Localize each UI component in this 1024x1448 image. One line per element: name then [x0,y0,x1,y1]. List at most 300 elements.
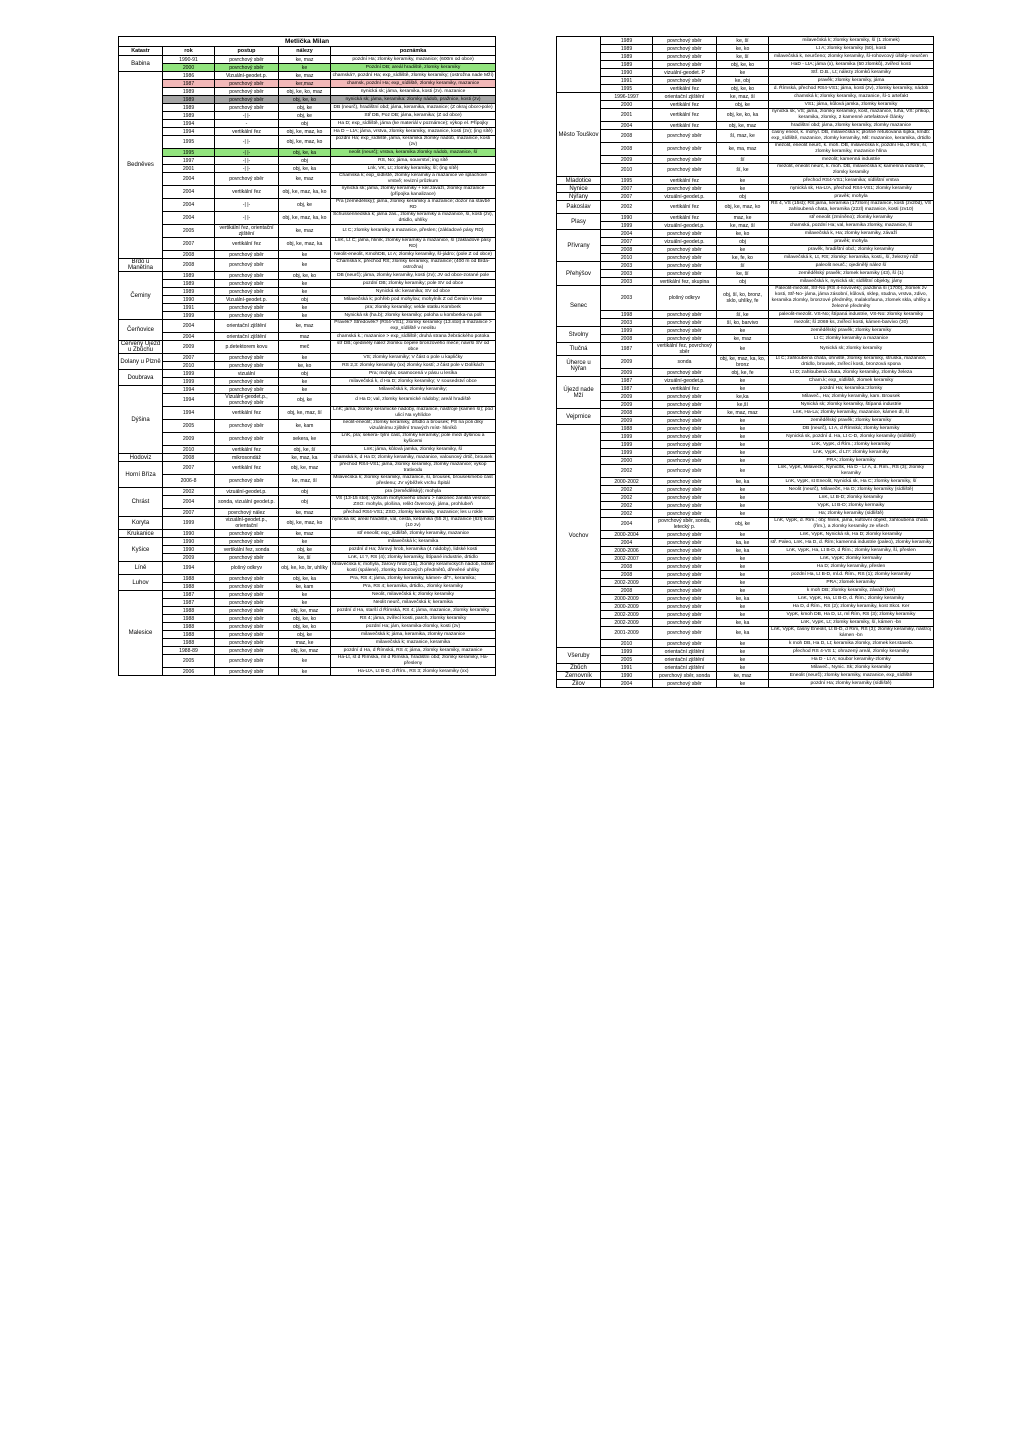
year-cell: 2003 [601,286,653,311]
katastr-cell: Babina [119,56,163,72]
method-cell: povrchový sběr [653,369,717,377]
method-cell: povrchový sběr [653,640,717,648]
note-cell: LnK, VypK; zlomky kermaiky [769,555,934,563]
year-cell: 2001 [163,165,215,173]
note-cell: milavečská k; zlomky keramiky, ší (1 zlomek) [769,37,934,45]
note-cell: LnK, VypK, Lt; zlomky keramiky, ší, kámen -bn [769,619,934,627]
note-cell: LnK, Lt B-D; zlomky keramiky [769,494,934,502]
table-row [119,120,496,128]
table-row [557,518,934,531]
note-cell: Pra, RS 4; jáma, zlomky keramiky, kámen- dř?., keramika; [331,575,496,583]
method-cell: povrhcový sběr [653,457,717,465]
note-cell: VS; zlomky keramiky; V část o pole u kapličky [331,354,496,362]
note-cell: d Ha D; val, zlomky keramické nádoby; areál hradiště [331,394,496,407]
note-cell: Lt C; zlomky keramiky a mazanice, přeslen; (základové pásy RD) [331,225,496,238]
note-cell: LnK, Lt C; jáma, hliník, zlomky keramiky a mazanice, ší (základové pásy RD) [331,238,496,251]
katastr-cell: Červený Újezd u Zbůchu [119,341,163,354]
year-cell: 1990 [163,538,215,546]
table-row [557,335,934,343]
finds-cell: ší, ko, barvivo [717,319,769,327]
table-row [119,288,496,296]
katastr-cell: Luhov [119,575,163,591]
note-cell: RS, No; jáma, souvrství; ing sítě [331,157,496,165]
note-cell: nynická sk, Ha-LtA, přechod RS4-VS1; zlomky keramiky [769,185,934,193]
table-row [557,246,934,254]
katastr-cell: Horní Bříza [119,462,163,488]
method-cell: vertikální řez [215,238,279,251]
year-cell: 2008 [163,454,215,462]
finds-cell: ke, kam [279,583,331,591]
year-cell: 2008 [601,587,653,595]
finds-cell: ke [717,579,769,587]
finds-cell: ke, maz, ší [717,222,769,230]
method-cell: povrchový sběr [653,539,717,547]
finds-cell: ke, ší [717,270,769,278]
year-cell: 1988 [163,631,215,639]
note-cell: LnK, Lt ?, RS (4); zlomky keramiky, štípané industrie, drtidlo [331,554,496,562]
finds-cell: ke,ší [717,401,769,409]
finds-cell: ke, maz [717,672,769,680]
method-cell: povrchový sběr [215,56,279,64]
table-row [119,517,496,530]
table-row [557,270,934,278]
table-row [557,531,934,539]
method-cell: vertikální řez [653,85,717,93]
finds-cell: ke [279,312,331,320]
year-cell: 2002 [601,465,653,478]
year-cell: 1989 [163,104,215,112]
year-cell: 1995 [163,136,215,149]
table-row [557,587,934,595]
finds-cell: ke, ší [279,554,331,562]
note-cell: pra (zemědělský); mohyla [331,488,496,496]
table-row [119,454,496,462]
table-row [119,199,496,212]
year-cell: 1997 [163,157,215,165]
method-cell: povrchový sběr [653,603,717,611]
note-cell: stř. Paleo, LnK, Ha D, d. Řím; kamenná industrie (paleo), zlomky keramiky [770,539,932,545]
katastr-cell: Senec [557,286,601,327]
method-cell: povrchový sběr [653,587,717,595]
note-cell: DB (neurč), hradištní obd; jáma, keramika, mazanice; (Z okraj obce>pole) [331,104,496,112]
katastr-cell: Doubrava [119,370,163,386]
table-row [119,475,496,488]
table-row [557,37,934,45]
method-cell: povrchový sběr [215,362,279,370]
table-row [557,77,934,85]
note-cell: nynická sk; jáma, keramika, kosti (zv). mazanice [331,88,496,96]
year-cell: 2007 [601,238,653,246]
method-cell: vizuální-geodet. P [653,69,717,77]
method-cell: vertikální řez [653,214,717,222]
year-cell: 2007 [163,354,215,362]
finds-cell: ke [279,378,331,386]
note-cell: LnK, VypK, Ha, Lt B-D, d Řím.; zlomky keramiky, ší, přeslen [769,547,934,555]
note-cell: milavečská k, Lt, RS; zlomky: keramika, kosti,, ší, železný nůž [769,254,934,262]
note-cell: LnK, VypK, Nynická sk, Ha D; zlomky keramiky [769,531,934,539]
year-cell: 1999 [163,312,215,320]
note-cell: Ha D - Lt A; soubor keramiky-zlomky [769,656,934,664]
method-cell: povrchový sběr [653,680,717,688]
finds-cell: ker,maz [279,80,331,88]
note-cell: LnK, VypK, časný Eneolit, Lt B-D, d Řím, RS (3); zlomky keramiky, nástroj kámen -bn [769,627,934,640]
note-cell: Nynická sk (ha.b); zlomky keramiky; poloha u komberka-na poli [331,312,496,320]
year-cell: 2000-2009 [601,603,653,611]
year-cell: 2002-2009 [601,611,653,619]
method-cell: povrchový sběr [653,595,717,603]
method-cell: povrchový sběr [653,510,717,518]
method-cell: povrchový sběr [215,591,279,599]
method-cell: povrchový sběr [215,554,279,562]
header-postup: postup [215,47,279,56]
katastr-cell: Přívrany [557,230,601,262]
method-cell: povrchový sběr [215,433,279,446]
note-cell: Stř DB, Poz DB; jáma, keramika; (Z od obce) [331,112,496,120]
method-cell: povrchový sběr [653,401,717,409]
note-cell: RS 4, VS (15st); RS:jáma, keramika (17zlom) mazanice, kosti (zv20d), VS zahloubená chata, keramika (22zl) mazanice, kosti (zv10) [769,201,934,214]
method-cell: vizuální-geodet.p. [653,193,717,201]
year-cell: 1986 [163,72,215,80]
note-cell: DB (neurč); jáma, zlomky keramiky, kosti (zv); JV od obce-zorané pole [331,272,496,280]
year-cell: 2010 [601,254,653,262]
note-cell: nynická sk; areál hradiště, val, cesta, ketamika (55 zl), mazanice (6zl) kosti (10 zv) [332,517,494,528]
year-cell: 2009 [163,341,215,354]
method-cell: povrchový sběr [653,156,717,164]
katastr-cell: Všeruby [557,648,601,664]
method-cell: povrchový sběr [653,478,717,486]
table-row [557,101,934,109]
year-cell: 2002-2009 [601,619,653,627]
katastr-cell: Plasy [557,214,601,230]
year-cell: 2009 [601,356,653,369]
note-cell: LnK, VypK, Ha, Lt B-D, d. Řím.; zlomky keramiky [769,595,934,603]
note-cell: VS (13-15 stol); výzkum mohylového útvaru > nakonec zaniklá vesnice; ZSO: mohyla, plošina, relikt čtvercový, jáma, prohlubeň [331,496,496,509]
note-cell: LnK; jáma, zlomky keramické nádoby, mazanice, nástroje (kamen ší); pod ulicí Na vyhlídce [331,407,496,420]
method-cell: povrchový sběr [215,272,279,280]
method-cell: vertikální řez [215,407,279,420]
year-cell: 1999 [601,222,653,230]
finds-cell: ke, maz, ka [279,454,331,462]
table-row [557,238,934,246]
method-cell: vertikální řez [215,128,279,136]
note-cell: zemědělský pravěk; zlomek keramiky (43), ší (1) [769,270,934,278]
note-cell: Ha-LtA, Lt B-D, d Řím., RS 3; zlomky keramiky (xx) [331,668,496,676]
year-cell: 2008 [601,335,653,343]
table-row [119,225,496,238]
method-cell: -| |- [215,199,279,212]
finds-cell: obj [279,120,331,128]
method-cell: povrchový sběr [215,280,279,288]
finds-cell: ke [717,571,769,579]
table-row [557,502,934,510]
finds-cell: ke [717,502,769,510]
note-cell: PRA; zlomek keramiky [769,579,934,587]
method-cell: vizuální-geodet.p., orientační [215,517,279,530]
year-cell: 1994 [163,562,215,575]
method-cell: povrchový sběr [653,619,717,627]
note-cell: Pra (zemědělský); jáma, zlomky keramiky a mazanice; dozor na stavbě RD [331,199,496,212]
note-cell: milavečská k; mazanice, keramika [331,639,496,647]
finds-cell: ke [717,664,769,672]
year-cell: 2000 [163,64,215,72]
table-row [119,488,496,496]
year-cell: 2000-2002 [601,478,653,486]
table-row [119,623,496,631]
note-cell: pozdní d Ha, starší d Římská, RS 4; jáma, mazanice, zlomky keramiky [331,607,496,615]
note-cell: pozdní d Ha; žárový hrob, keramika (4 nádoby), lidské kosti [331,546,496,554]
note-cell: Lnk, VK, Lt; zlomky keramiky, ší; (ing sítě) [331,165,496,173]
year-cell: 2008 [601,409,653,417]
year-cell: 1988 [163,607,215,615]
method-cell: povrhcový sběr [653,441,717,449]
table-row [557,85,934,93]
finds-cell: obj, ke, maz, ko [717,201,769,214]
katastr-cell: Vejprnice [557,409,601,425]
finds-cell: ší, maz, ke [717,130,769,143]
method-cell: -| |- [215,212,279,225]
table-row [119,165,496,173]
table-row [557,449,934,457]
finds-cell: obj [279,370,331,378]
finds-cell: obj, ke, ší [279,446,331,454]
note-cell: HaD - LtA; jáma (x), keramika (50 zlomků), zvířecí kosti [769,61,934,69]
year-cell: 1989 [601,53,653,61]
note-cell: Ha D; exp_sídliště, jáma (ke materiál v poznámce); výkop el. Přípojky [331,120,496,128]
note-cell: Lt D; zahloubená chata, zlomky keramiky, zlomky železa [769,369,934,377]
finds-cell: obj, ke, maz [717,122,769,130]
year-cell: 1998 [601,311,653,319]
finds-cell: obj [279,488,331,496]
note-cell: přechod RS4-VS1; keramika; sídlištní vrstva [769,177,934,185]
year-cell: 2007 [601,193,653,201]
table-row [119,280,496,288]
note-cell: Chamská k, přechod RS; zlomky keramiky, mazanice; (400 m od Brda-ostrožna) [331,259,496,272]
note-cell: zemědělský pravěk; zlomky keramiky [769,417,934,425]
finds-cell: ke [717,486,769,494]
note-cell: d. Římská, přechod RS4-VS1; jáma, kosti (zv), zlomky keramiky, nádob [769,85,934,93]
note-cell: chamská, pozdní Ha; val, keramika zlomky, mazanice, ší [769,222,934,230]
method-cell: povrchový sběr [653,164,717,177]
note-cell: pravěk; zlomky keramiky, jáma [769,77,934,85]
year-cell: 2002 [601,486,653,494]
table-row [557,547,934,555]
table-row [119,312,496,320]
method-cell: povrchový sběr [653,262,717,270]
left-table-body [119,56,496,676]
year-cell: 2004 [163,496,215,509]
note-cell: VypK, kmoh DB, Ha D, Lt, ml Řím, RS (3); zlomky keramiky [769,611,934,619]
note-cell: mezolit; ší 2069 ks, zvířecí kosti, kámen-barvivo (30) [769,319,934,327]
note-cell: přechod RS4-VS1; jáma, zlomky keramiky, zlomky mazanice; výkop trativodu [331,462,496,475]
year-cell: 1988 [601,425,653,433]
katastr-cell: Chrást [119,488,163,517]
table-row [119,546,496,554]
year-cell: 1994 [163,394,215,407]
finds-cell: obj, ke, ko [279,272,331,280]
method-cell: povrchový sběr [653,494,717,502]
katastr-cell: Nynice [557,185,601,193]
year-cell: 1999 [601,449,653,457]
method-cell: povrchový sběr [653,611,717,619]
note-cell: Milavečská k; mohyla, žárový hrob (15), zlomky keramických nádob, lidské kosti (spálené), zlomky bronzových předmětů, dřevěné uhlíky [332,562,494,573]
year-cell: 2007 [163,462,215,475]
method-cell: povrchový sběr [215,88,279,96]
year-cell: 2004 [163,199,215,212]
year-cell: 2002 [163,488,215,496]
katastr-cell: Přehýšov [557,262,601,286]
method-cell: povrchový sběr [653,502,717,510]
table-row [119,149,496,157]
finds-cell: ke,ka [717,393,769,401]
method-cell: povrchový sběr [215,668,279,676]
table-row [119,362,496,370]
table-row [119,407,496,420]
table-row [119,64,496,72]
finds-cell: ke, maz, maz [717,409,769,417]
table-row [557,539,934,547]
method-cell: povrchový sběr [215,378,279,386]
finds-cell: ke [717,531,769,539]
table-row [119,496,496,509]
year-cell: 1990 [163,530,215,538]
table-row [119,56,496,64]
table-row [119,668,496,676]
table-row [119,420,496,433]
finds-cell: ke, kam [279,420,331,433]
table-row [119,259,496,272]
finds-cell: obj, ke, ko [717,61,769,69]
finds-cell: obj, ke, maz, ko [279,517,331,530]
method-cell: -| |- [215,157,279,165]
table-row [557,401,934,409]
note-cell: Pra; mohyla; osamocená v pásu u lesíka [331,370,496,378]
table-row [557,377,934,385]
table-row [119,212,496,225]
table-row [557,69,934,77]
finds-cell: maz, ke [717,214,769,222]
finds-cell: obj, ke, maz [279,462,331,475]
katastr-cell: Kyšice [119,538,163,562]
finds-cell: ke [717,343,769,356]
table-row [119,104,496,112]
year-cell: 2004 [163,186,215,199]
katastr-cell: Koryta [119,517,163,530]
year-cell: 1991 [601,77,653,85]
finds-cell: obj [279,157,331,165]
note-cell: Neolit, milavečská k; zlomky keramiky [331,591,496,599]
right-record-table [556,36,934,688]
method-cell: povrchový sběr [653,547,717,555]
katastr-cell: Vochov [557,425,601,648]
year-cell: 2007 [601,185,653,193]
note-cell: stř DB; ojedinělý nález zlomku čepele bronzového meče; návrší SV od obce [331,341,496,354]
method-cell: povrchový sběr, sonda, letecký p. [653,518,717,531]
table-row [557,478,934,486]
table-row [557,254,934,262]
finds-cell: ke [717,555,769,563]
finds-cell: ke [279,655,331,668]
table-row [557,311,934,319]
year-cell: 2005 [163,655,215,668]
note-cell: LnK; jáma, kůlová jamka, zlomky keramiky, ší [331,446,496,454]
method-cell: povrchový sběr [653,555,717,563]
year-cell: 2008 [601,563,653,571]
finds-cell: obj, ke, ko, maz [279,88,331,96]
method-cell: orientační zjištění [215,333,279,341]
note-cell: Cham.k; exp_sídliště, zlomek keramiky [769,377,934,385]
method-cell: Vizuální-geodet.p. [215,72,279,80]
finds-cell: ke, maz [279,72,331,80]
method-cell: -| |- [215,136,279,149]
year-cell: 1988 [163,623,215,631]
table-row [119,157,496,165]
finds-cell: ke, ší [717,53,769,61]
method-cell: povrchový sběr [653,627,717,640]
table-row [119,370,496,378]
note-cell: Ha; zlomky keramiky (sídliště) [769,510,934,518]
finds-cell: ke, fe, ko [717,254,769,262]
year-cell: 1999 [163,517,215,530]
year-cell: 2010 [601,164,653,177]
table-row [557,93,934,101]
year-cell: 1990-91 [163,56,215,64]
year-cell: 2002 [601,201,653,214]
method-cell: povrhcový sběr [653,465,717,478]
table-row [557,563,934,571]
note-cell: LnK, VypK, d Řím.; zlomky keramiky [769,441,934,449]
table-row [557,425,934,433]
method-cell: povrchový sběr [215,631,279,639]
method-cell: povrchový sběr [653,417,717,425]
method-cell: povrchový sběr [653,185,717,193]
year-cell: 1987 [601,385,653,393]
method-cell: povrchový sběr [653,143,717,156]
header-nalezy: nálezy [279,47,331,56]
method-cell: vertikální řez [215,462,279,475]
note-cell: Neolit-eneolit, KmohDB, Lt A; zlomky keramiky, ší-jádro; (pole Z od obce) [331,251,496,259]
katastr-cell: Nýřany [557,193,601,201]
finds-cell: obj [279,296,331,304]
katastr-cell: Město Touškov [557,93,601,177]
finds-cell: ke [717,603,769,611]
table-row [557,555,934,563]
note-cell: k moh DB, Ha D, Lt; keramika zlomky, zlomek ker.staveb. [769,640,934,648]
method-cell: orientační zjištění [215,320,279,333]
finds-cell: ke [279,251,331,259]
method-cell: vertikální řez [653,177,717,185]
table-row [119,341,496,354]
method-cell: sonda [653,356,717,369]
finds-cell: ke [717,177,769,185]
method-cell: povrchový sběr [653,311,717,319]
method-cell: povrchový sběr [653,53,717,61]
note-cell: Ha D, d Řím., RS (2); zlomky keramiky, kost Skot. Ker [769,603,934,611]
year-cell: 2008 [601,571,653,579]
year-cell: 2009 [601,393,653,401]
finds-cell: ke [717,377,769,385]
note-cell: Nynická sk, pozdní d. Ha, Lt C-D, zlomky keramiky (sídliště) [769,433,934,441]
table-row [557,510,934,518]
year-cell: 1999 [601,327,653,335]
method-cell: povrchový sběr [653,433,717,441]
year-cell: 2004 [163,333,215,341]
finds-cell: ke, ka [717,619,769,627]
method-cell: orientační zjištění [653,664,717,672]
table-row [119,647,496,655]
method-cell: p.detektorem kovu [215,341,279,354]
table-row [557,627,934,640]
table-row [119,575,496,583]
